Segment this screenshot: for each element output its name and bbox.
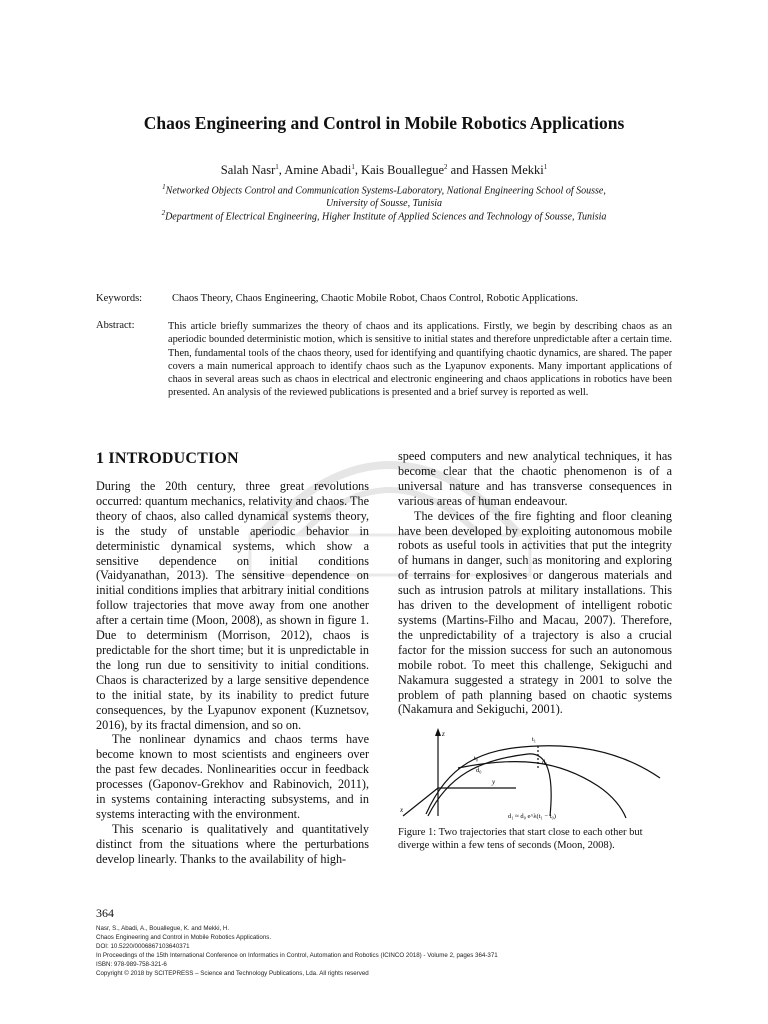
affiliation-line: Department of Electrical Engineering, Higher Institute of Applied Sciences and Technology of Sousse, Tunisia xyxy=(165,211,607,223)
figure-trajectories xyxy=(398,726,674,822)
page-number: 364 xyxy=(96,906,114,920)
affiliation-line: University of Sousse, Tunisia xyxy=(325,198,443,210)
label-d0: d₀ xyxy=(476,767,482,774)
author-sup: 1 xyxy=(543,163,548,171)
footer-line: In Proceedings of the 15th International Conference on Informatics in Control, Automation and Robotics (ICINCO 2018) - Volume 2, pages 364-371 xyxy=(96,952,498,959)
paper-title: Chaos Engineering and Control in Mobile Robotics Applications xyxy=(143,113,625,133)
left-column xyxy=(96,479,369,867)
author-list xyxy=(0,163,768,178)
label-t1: t₁ xyxy=(532,736,537,743)
paragraph: The devices of the fire fighting and floor cleaning have been developed by exploiting autonomous mobile robots as useful tools in activities that put the integrity of humans in danger, such as monitoring and exploring of terrains for explosives or dangerous materials and such as intrusion patrols at military installations. This has driven to the development of intelligent robotic systems (Martins-Filho and Macau, 2007). Therefore, the unpredictability of a trajectory is also a crucial factor for the mission success for such an autonomous mobile robot. To meet this challenge, Sekiguchi and Nakamura suggested a strategy in 2001 to solve the problem of path planning based on chaotic systems (Nakamura and Sekiguchi, 2001). xyxy=(398,508,672,717)
author-name: Amine Abadi xyxy=(284,163,352,178)
footer-line: ISBN: 978-989-758-321-6 xyxy=(96,961,167,968)
author-name: Kais Bouallegue xyxy=(361,163,445,178)
affiliation-line: Networked Objects Control and Communication Systems-Laboratory, National Engineering School of Sousse, xyxy=(165,185,606,197)
author-separator: , xyxy=(354,163,362,178)
label-t0: t₀ xyxy=(474,755,479,762)
author-sup: 1 xyxy=(275,163,279,171)
author-sup: 2 xyxy=(444,163,448,171)
z-arrowhead xyxy=(435,728,441,736)
author-name: Hassen Mekki xyxy=(471,163,544,178)
footer-line: Chaos Engineering and Control in Mobile Robotics Applications. xyxy=(96,934,272,941)
label-y: y xyxy=(492,778,496,786)
paragraph: During the 20th century, three great revolutions occurred: quantum mechanics, relativity and chaos. The theory of chaos, also called dynamical systems theory, is the study of unstable aperiodic behavior in deterministic dynamical systems, which show a sensitive dependence on initial conditions (Vaidyanathan, 2013). The sensitive dependence on initial conditions implies that arbitrary initial conditions follow trajectories that move away from one another after a certain time (Moon, 2008), as shown in figure 1. Due to determinism (Morrison, 2012), chaos is predictable for the short time; but it is unpredictable in the long run due to sensitivity to initial conditions. Chaos is characterized by a large sensitive dependence to the initial state, by its inability to predict future consequences, by the Lyapunov exponent (Kuznetsov, 2016), by its fractal dimension, and so on. xyxy=(96,479,369,732)
trajectory-upper xyxy=(426,746,660,814)
paragraph: speed computers and new analytical techniques, it has become clear that the chaotic phenomenon is of a universal nature and has transverse consequences in various areas of human endeavour. xyxy=(398,449,672,508)
paragraph: The nonlinear dynamics and chaos terms have become known to most scientists and engineers over the past few decades. Nonlinearities occur in feedback processes (Gaponov-Grekhov and Rabinovich, 2011), in systems containing interacting subsystems, and in systems interacting with the environment. xyxy=(96,732,369,821)
abstract-text: This article briefly summarizes the theory of chaos and its applications. Firstly, we begin by describing chaos as an aperiodic bounded deterministic motion, which is sensitive to initial states and therefore unpredictable after a certain time. Then, fundamental tools of the chaos theory, used for identifying and quantifying chaotic dynamics, are shared. The paper covers a main numerical approach to identify chaos such as the Lyapunov exponents. Many important applications of chaos in several areas such as chaos in electrical and electronic engineering and chaos applications in robotics have been presented. An analysis of the reviewed publications is presented and a brief survey is reported as well. xyxy=(168,321,672,399)
author-sup: 1 xyxy=(351,163,355,171)
keywords-label: Keywords: xyxy=(96,293,143,304)
abstract-label: Abstract: xyxy=(96,320,135,331)
figure-caption: Figure 1: Two trajectories that start close to each other but diverge within a few tens of seconds (Moon, 2008). xyxy=(398,827,643,851)
affiliation-2 xyxy=(0,207,768,223)
paragraph: This scenario is qualitatively and quantitatively distinct from the situations where the perturbations develop linearly. Thanks to the availability of high- xyxy=(96,821,369,866)
label-x: x xyxy=(400,806,404,814)
author-separator: , xyxy=(278,163,285,178)
footer-line: DOI: 10.5220/0006867103640371 xyxy=(96,943,190,950)
right-column xyxy=(398,449,672,717)
affiliation-sup: 2 xyxy=(161,209,166,217)
trajectory-mid xyxy=(458,762,626,818)
label-d1: d₁ xyxy=(542,759,548,766)
label-z: z xyxy=(442,730,445,738)
author-name: Salah Nasr xyxy=(220,163,276,178)
affiliation-sup: 1 xyxy=(162,183,166,191)
footer-line: Nasr, S., Abadi, A., Bouallegue, K. and Mekki, H. xyxy=(96,925,230,932)
author-and: and xyxy=(447,163,472,178)
keywords-text: Chaos Theory, Chaos Engineering, Chaotic Mobile Robot, Chaos Control, Robotic Applications. xyxy=(172,293,578,304)
section-heading: 1 INTRODUCTION xyxy=(96,450,239,467)
label-formula: d₁ ≈ d₀ e^λ(t₁ − t₀) xyxy=(508,813,556,820)
affiliation-1 xyxy=(0,181,768,210)
footer-line: Copyright © 2018 by SCITEPRESS – Science and Technology Publications, Lda. All rights reserved xyxy=(96,970,369,977)
